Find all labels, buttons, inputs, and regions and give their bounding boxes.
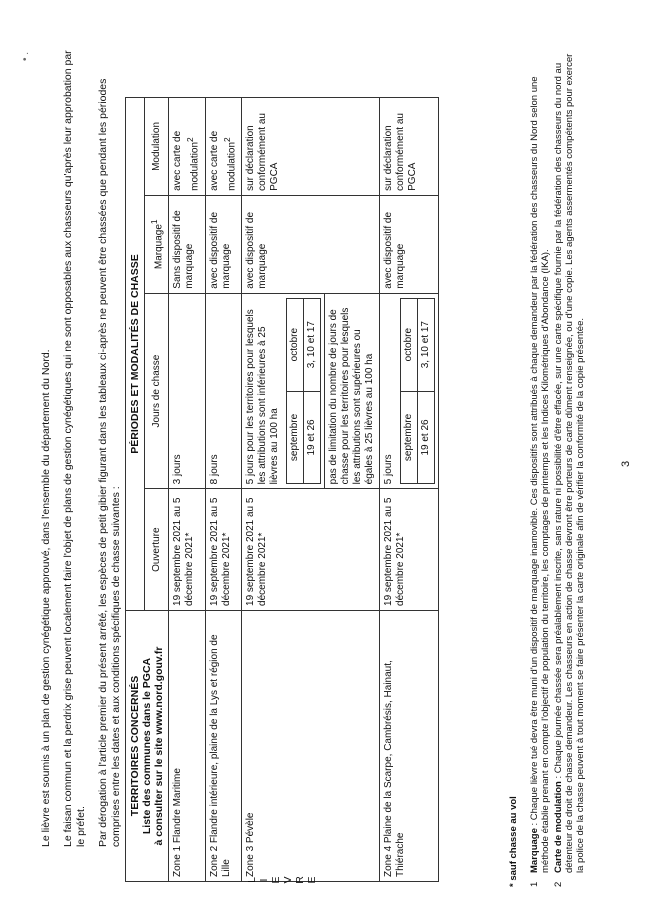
hunting-periods-table (125, 97, 439, 882)
footnote-title: Carte de modulation (553, 781, 564, 873)
side-letter: V (282, 876, 294, 884)
marking-footnote-ref: 1 (149, 219, 159, 225)
page-number: 3 (620, 460, 632, 467)
intro-text (40, 47, 132, 847)
modulation-footnote-ref: 2 (185, 137, 196, 142)
sub-month-september: septembre (286, 391, 303, 484)
opening-cell: 19 septembre 2021 au 5 décembre 2021* (169, 489, 205, 611)
intro-paragraph-1: Le lièvre est soumis à un plan de gestion cynégétique approuvé, dans l'ensemble du département du Nord. (40, 349, 52, 847)
scan-specks: • . (20, 51, 31, 61)
footnote-number: 1 (529, 881, 540, 887)
sub-month-october: octobre (286, 298, 303, 391)
days-cell (379, 293, 438, 489)
zone-cell: Zone 3 Pévèle (241, 610, 379, 881)
table-row (241, 98, 324, 882)
territories-header (126, 610, 169, 881)
sub-days-october: 3, 10 et 17 (303, 298, 320, 391)
opening-cell: 19 septembre 2021 au 5 décembre 2021* (241, 489, 379, 611)
days-cell: 8 jours (205, 293, 241, 489)
periods-header: PÉRIODES ET MODALITÉS DE CHASSE (126, 98, 145, 611)
marking-cell: avec dispositif de marquage (205, 195, 241, 293)
zone-cell: Zone 4 Plaine de la Scarpe, Cambrésis, Hainaut, Thiérache (379, 610, 438, 881)
footnote-2 (553, 47, 586, 887)
table-row (169, 98, 205, 882)
hunting-days-header: Jours de chasse (145, 293, 169, 489)
marking-header-label: Marquage (153, 224, 165, 270)
days-cell: 3 jours (169, 293, 205, 489)
opening-cell: 19 septembre 2021 au 5 décembre 2021* (205, 489, 241, 611)
zone-cell: Zone 1 Flandre Maritime (169, 610, 205, 881)
footnote-text (553, 47, 586, 873)
opening-cell: 19 septembre 2021 au 5 décembre 2021* (379, 489, 438, 611)
intro-paragraph-3: Par dérogation à l'article premier du présent arrêté, les espèces de petit gibier figurant dans les tableaux ci-après ne peuvent être chassées que pendant les périodes comprises entre les dates et aux conditions spécifiques de chasse suivantes : (97, 78, 122, 847)
table-row (379, 98, 438, 882)
days-cell (241, 293, 324, 489)
days-subtable (400, 298, 435, 485)
footnotes (508, 47, 588, 887)
days-cell: pas de limitation du nombre de jours de chasse pour les territoires pour lesquels les attributions sont supérieures ou égales à 25 lièvres au 100 ha (324, 293, 379, 489)
side-letter: R (294, 876, 306, 884)
side-label-lievre (246, 873, 318, 887)
territories-site-label: à consulter sur le site www.nord.gouv.fr (153, 646, 166, 846)
table-row (205, 98, 241, 882)
side-letter: L (246, 877, 258, 883)
opening-header: Ouverture (145, 489, 169, 611)
sub-days-september: 19 et 26 (417, 391, 434, 484)
footnote-number: 2 (553, 881, 564, 887)
footnote-body: : Chaque lièvre tué devra être muni d'un dispositif de marquage inamovible. Ces dispositifs sont attribués à chaque demandeur par la fédération des chasseurs du Nord selon une méthode établie prenant en compte l'objectif de population du territoire, les comptages de printemps et les Indices Kilométriques d'Abondance (IKA). (529, 76, 551, 873)
sub-month-september: septembre (400, 391, 417, 484)
marking-cell: avec dispositif de marquage (379, 195, 438, 293)
footnote-text (529, 47, 551, 873)
asterisk-note: * sauf chasse au vol (508, 796, 519, 887)
intro-paragraph-2: Le faisan commun et la perdrix grise peuvent localement faire l'objet de plans de gestion cynégétiques qui ne sont opposables aux chasseurs qu'après leur approbation par le préfet. (62, 50, 87, 847)
modulation-header: Modulation (145, 98, 169, 196)
sub-month-october: octobre (400, 298, 417, 391)
modulation-text: avec carte de modulation (172, 130, 201, 191)
footnote-body: : Chaque journée chassée sera préalablement inscrite, sans rature ni possibilité d'être effacée, sur une carte spécifique fournie par la fédération des chasseurs du nord au détenteur de droit de chasse demandeur. Les chasseurs en action de chasse devront être porteurs de carte dûment renseignée, ou d'une copie. Les agents assermentés compétents pour exercer la police de la chasse peuvent à tout moment se faire présenter la carte originale afin de vérifier la conformité de la copie présentée. (553, 53, 586, 873)
modulation-cell: sur déclaration conformément au PGCA (379, 98, 438, 196)
days-text: 5 jours (382, 454, 394, 485)
side-letter: I (258, 878, 270, 882)
side-letter: E (270, 876, 282, 884)
modulation-cell (205, 98, 241, 196)
modulation-text: avec carte de modulation (208, 130, 237, 191)
modulation-footnote-ref: 2 (221, 137, 232, 142)
marking-cell: Sans dispositif de marquage (169, 195, 205, 293)
sub-days-october: 3, 10 et 17 (417, 298, 434, 391)
territories-title: TERRITOIRES CONCERNÉS (129, 675, 142, 817)
footnote-title: Marquage (529, 828, 540, 873)
zone-cell: Zone 2 Flandre intérieure, plaine de la Lys et région de Lille (205, 610, 241, 881)
sub-days-september: 19 et 26 (303, 391, 320, 484)
marking-header (145, 195, 169, 293)
territories-list-label: Liste des communes dans le PGCA (141, 657, 154, 835)
days-text-low-attribution: 5 jours pour les territoires pour lesquels les attributions sont inférieures à 25 lièvres au 100 ha (244, 309, 280, 485)
days-subtable (286, 298, 321, 485)
modulation-cell: sur déclaration conformément au PGCA (241, 98, 379, 196)
footnote-1 (529, 47, 551, 887)
modulation-cell (169, 98, 205, 196)
side-letter: E (306, 876, 318, 884)
marking-cell: avec dispositif de marquage (241, 195, 379, 293)
